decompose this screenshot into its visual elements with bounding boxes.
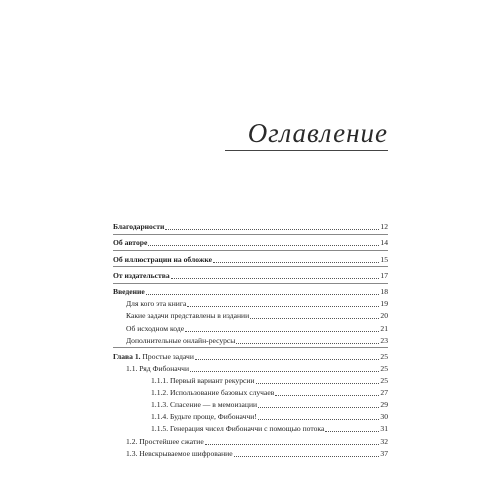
dot-leader	[236, 343, 379, 344]
toc-entry[interactable]	[113, 350, 388, 362]
toc-entry-label: Дополнительные онлайн-ресурсы	[126, 335, 236, 345]
toc-entry[interactable]	[113, 236, 388, 248]
dot-leader	[325, 431, 379, 432]
toc-entry-page: 25	[380, 351, 388, 361]
toc-entry[interactable]	[113, 321, 388, 333]
toc-entry-label: 1.1.5. Генерация чисел Фибоначчи с помощью потока	[151, 424, 325, 434]
toc-entry[interactable]	[113, 220, 388, 232]
toc-entry-label: 1.1.1. Первый вариант рекурсии	[151, 376, 255, 386]
toc-entry[interactable]	[113, 422, 388, 434]
toc-entry-page: 15	[380, 254, 388, 264]
toc-entry[interactable]	[113, 374, 388, 386]
toc-entry-label: От издательства	[113, 270, 170, 280]
dot-leader	[146, 294, 380, 295]
toc-entry[interactable]	[113, 447, 388, 459]
toc-entry-page: 30	[380, 412, 388, 422]
dot-leader	[275, 395, 379, 396]
toc-entry[interactable]	[113, 269, 388, 281]
toc-entry[interactable]	[113, 253, 388, 265]
toc-entry-label: 1.3. Невскрываемое шифрование	[126, 448, 233, 458]
chapter-number: Глава 1.	[113, 351, 141, 361]
toc-entry[interactable]	[113, 309, 388, 321]
toc-entry-page: 25	[380, 363, 388, 373]
toc-entry-label: Введение	[113, 287, 145, 297]
toc-entry-label: 1.1. Ряд Фибоначчи	[126, 363, 190, 373]
section-divider	[113, 266, 388, 267]
toc-entry-page: 18	[380, 287, 388, 297]
toc-entry-label: 1.2. Простейшее сжатие	[126, 436, 204, 446]
toc-entry-page: 19	[380, 299, 388, 309]
toc-entry[interactable]	[113, 334, 388, 346]
table-of-contents	[113, 220, 388, 459]
dot-leader	[165, 229, 379, 230]
toc-entry[interactable]	[113, 434, 388, 446]
toc-entry-page: 23	[380, 335, 388, 345]
dot-leader	[190, 371, 379, 372]
toc-entry-page: 29	[380, 400, 388, 410]
dot-leader	[185, 331, 379, 332]
toc-entry-label: Об исходном коде	[126, 323, 185, 333]
dot-leader	[258, 419, 380, 420]
toc-entry-page: 31	[380, 424, 388, 434]
toc-entry-label: Какие задачи представлены в издании	[126, 311, 250, 321]
toc-entry[interactable]	[113, 362, 388, 374]
dot-leader	[256, 383, 380, 384]
dot-leader	[213, 262, 379, 263]
section-divider	[113, 234, 388, 235]
toc-entry-label: Об иллюстрации на обложке	[113, 254, 212, 264]
toc-entry-label: Благодарности	[113, 222, 165, 232]
toc-entry-page: 21	[380, 323, 388, 333]
toc-entry[interactable]	[113, 410, 388, 422]
toc-entry[interactable]	[113, 398, 388, 410]
toc-entry-label: 1.1.2. Использование базовых случаев	[151, 388, 275, 398]
toc-entry-page: 32	[380, 436, 388, 446]
toc-entry-page: 14	[380, 238, 388, 248]
toc-entry-page: 12	[380, 222, 388, 232]
toc-entry-page: 17	[380, 270, 388, 280]
toc-entry-label	[113, 352, 194, 362]
toc-entry-label: 1.1.3. Спасение — в мемоизации	[151, 400, 258, 410]
dot-leader	[195, 359, 379, 360]
dot-leader	[250, 318, 379, 319]
dot-leader	[187, 306, 379, 307]
toc-entry-page: 20	[380, 311, 388, 321]
dot-leader	[234, 456, 380, 457]
title-underline	[225, 150, 388, 151]
toc-entry[interactable]	[113, 285, 388, 297]
dot-leader	[148, 245, 379, 246]
chapter-title: Простые задачи	[140, 351, 194, 361]
toc-entry-page: 37	[380, 448, 388, 458]
toc-entry-label: 1.1.4. Будьте проще, Фибоначчи!	[151, 412, 257, 422]
toc-entry[interactable]	[113, 386, 388, 398]
toc-entry[interactable]	[113, 297, 388, 309]
section-divider	[113, 250, 388, 251]
toc-entry-label: Для кого эта книга	[126, 299, 187, 309]
toc-entry-page: 25	[380, 376, 388, 386]
dot-leader	[205, 444, 380, 445]
section-divider	[113, 347, 388, 348]
toc-entry-label: Об авторе	[113, 238, 148, 248]
dot-leader	[258, 407, 379, 408]
page-title: Оглавление	[247, 118, 388, 148]
section-divider	[113, 283, 388, 284]
dot-leader	[171, 278, 380, 279]
toc-entry-page: 27	[380, 388, 388, 398]
